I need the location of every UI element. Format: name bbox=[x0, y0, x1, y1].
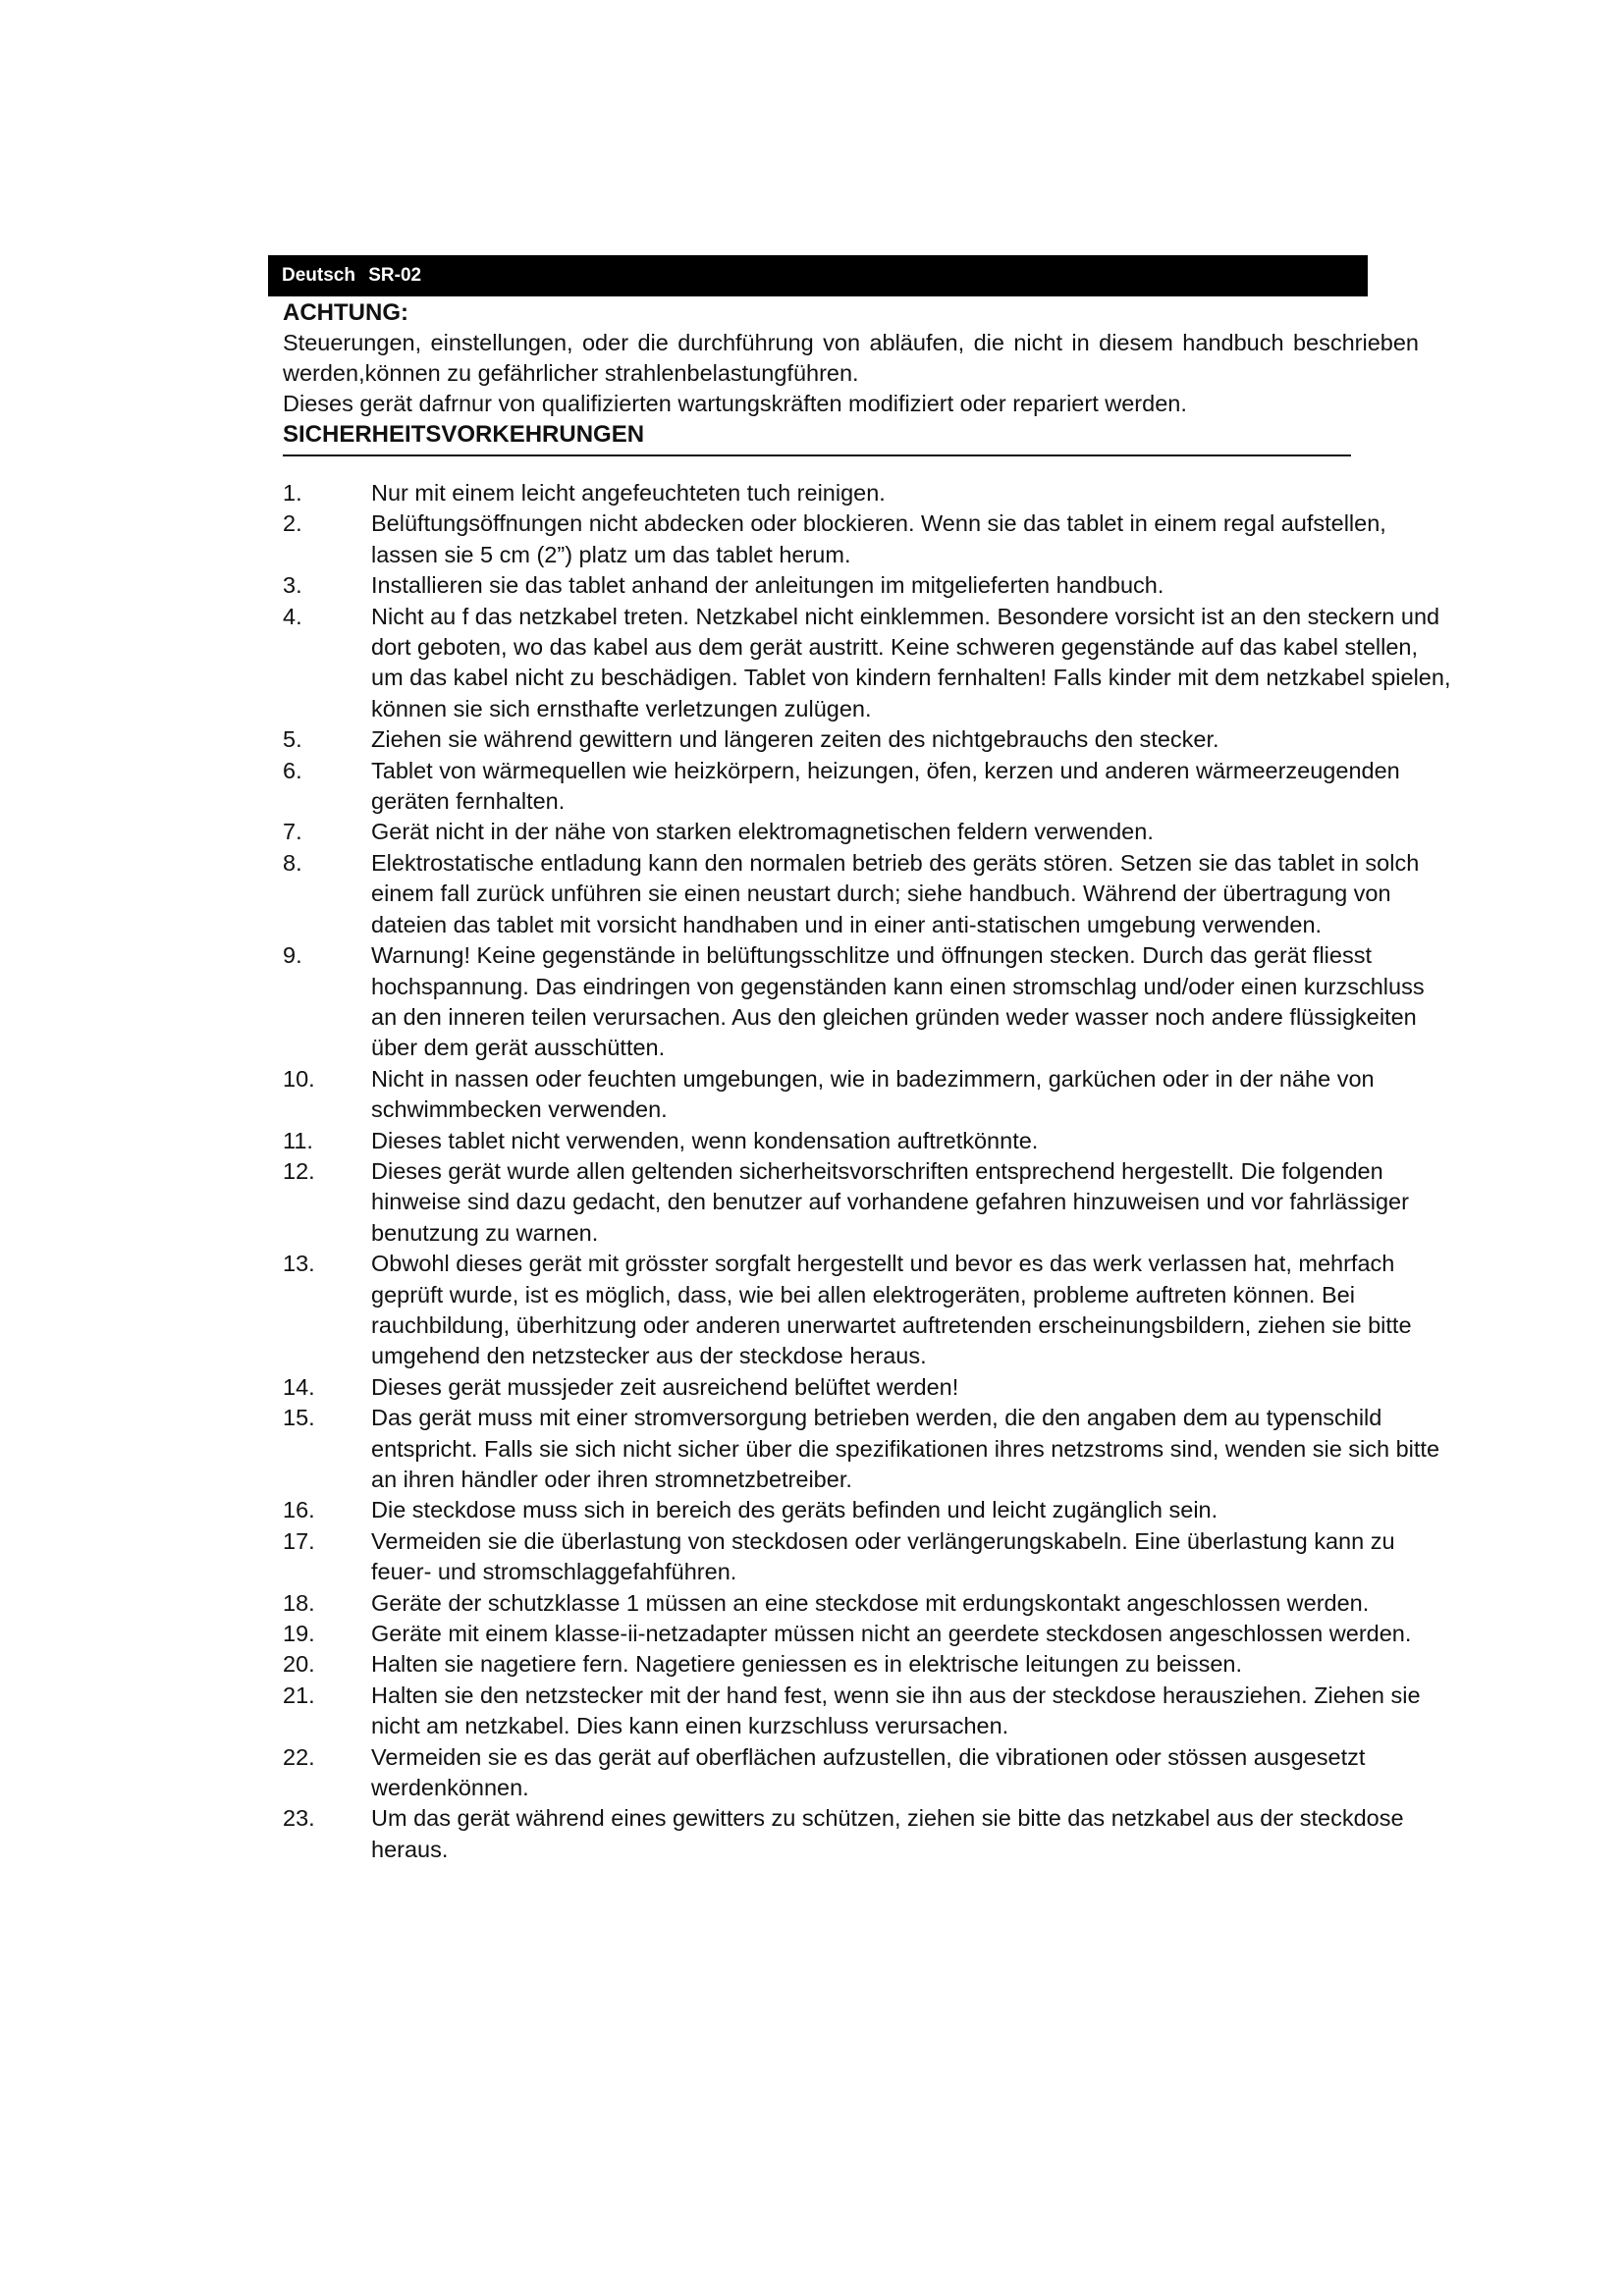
safety-item bbox=[283, 1681, 1451, 1742]
safety-item bbox=[283, 756, 1451, 818]
safety-item-number: 22. bbox=[283, 1743, 315, 1770]
safety-item-text: Vermeiden sie die überlastung von steckdosen oder verlängerungskabeln. Eine überlastung kann zu feuer- und stromschlaggefahführen. bbox=[371, 1527, 1395, 1585]
safety-item bbox=[283, 1803, 1451, 1865]
safety-item-text: Vermeiden sie es das gerät auf oberflächen aufzustellen, die vibrationen oder stössen ausgesetzt werdenkönnen. bbox=[371, 1743, 1366, 1801]
safety-item-number: 9. bbox=[283, 942, 302, 969]
safety-item-text: Dieses gerät mussjeder zeit ausreichend belüftet werden! bbox=[371, 1373, 959, 1400]
safety-item bbox=[283, 1372, 1451, 1403]
safety-item-number: 14. bbox=[283, 1373, 315, 1400]
safety-item-number: 12. bbox=[283, 1157, 315, 1184]
safety-item-text: Obwohl dieses gerät mit grösster sorgfalt hergestellt und bevor es das werk verlassen hat, mehrfach geprüft wurde, ist es möglich, dass, wie bei allen elektrogeräten, probleme auftreten können. Bei rauchbildung, überhitzung oder anderen unerwartet auftretenden erscheinungsbildern, ziehen sie bitte umgehend den netzstecker aus der steckdose heraus. bbox=[371, 1251, 1412, 1369]
safety-item-text: Belüftungsöffnungen nicht abdecken oder blockieren. Wenn sie das tablet in einem regal aufstellen, lassen sie 5 cm (2”) platz um das tablet herum. bbox=[371, 510, 1386, 567]
manual-content bbox=[283, 297, 1451, 1865]
safety-item bbox=[283, 724, 1451, 755]
safety-item bbox=[283, 1495, 1451, 1525]
safety-item bbox=[283, 1619, 1451, 1649]
safety-item-text: Nur mit einem leicht angefeuchteten tuch reinigen. bbox=[371, 480, 886, 506]
warning-title: ACHTUNG: bbox=[283, 299, 408, 326]
safety-item-text: Halten sie nagetiere fern. Nagetiere geniessen es in elektrische leitungen zu beissen. bbox=[371, 1651, 1243, 1678]
safety-item-text: Nicht au f das netzkabel treten. Netzkabel nicht einklemmen. Besondere vorsicht ist an den steckern und dort geboten, wo das kabel aus dem gerät austritt. Keine schweren gegenstände auf das kabel stellen, um das kabel nicht zu beschädigen. Tablet von kindern fernhalten! Falls kinder mit dem netzkabel spielen, können sie sich ernsthafte verletzungen zulügen. bbox=[371, 603, 1451, 721]
safety-item-number: 7. bbox=[283, 819, 302, 845]
safety-item bbox=[283, 1526, 1451, 1588]
safety-item-number: 17. bbox=[283, 1527, 315, 1554]
safety-item bbox=[283, 1126, 1451, 1156]
safety-item-text: Geräte mit einem klasse-ii-netzadapter müssen nicht an geerdete steckdosen angeschlossen werden. bbox=[371, 1621, 1412, 1647]
safety-item bbox=[283, 1588, 1451, 1619]
safety-item-text: Dieses gerät wurde allen geltenden sicherheitsvorschriften entsprechend hergestellt. Die folgenden hinweise sind dazu gedacht, den benutzer auf vorhandene gefahren hinzuweisen und vor fahrlässiger benutzung zu warnen. bbox=[371, 1157, 1409, 1246]
safety-item-text: Installieren sie das tablet anhand der anleitungen im mitgelieferten handbuch. bbox=[371, 572, 1164, 599]
safety-item bbox=[283, 1249, 1451, 1372]
safety-item bbox=[283, 570, 1451, 601]
safety-item-number: 2. bbox=[283, 510, 302, 537]
safety-item bbox=[283, 1649, 1451, 1680]
safety-item bbox=[283, 1064, 1451, 1126]
safety-section-title: SICHERHEITSVORKEHRUNGEN bbox=[283, 419, 1351, 456]
safety-item bbox=[283, 848, 1451, 940]
safety-item-text: Elektrostatische entladung kann den normalen betrieb des geräts stören. Setzen sie das tablet in solch einem fall zurück unführen sie einen neustart durch; siehe handbuch. Während der übertragung von dateien das tablet mit vorsicht handhaben und in einer anti-statischen umgebung verwenden. bbox=[371, 849, 1420, 937]
header-bar bbox=[268, 255, 1368, 296]
safety-item-number: 21. bbox=[283, 1682, 315, 1708]
safety-item-number: 19. bbox=[283, 1621, 315, 1647]
safety-item bbox=[283, 817, 1451, 847]
warning-text-2: Dieses gerät dafrnur von qualifizierten wartungskräften modifiziert oder repariert werden. bbox=[283, 391, 1187, 416]
safety-item-number: 10. bbox=[283, 1065, 315, 1092]
safety-item-number: 23. bbox=[283, 1805, 315, 1832]
safety-item-number: 15. bbox=[283, 1405, 315, 1431]
safety-item bbox=[283, 940, 1451, 1064]
safety-item-number: 1. bbox=[283, 480, 302, 506]
safety-item-number: 18. bbox=[283, 1589, 315, 1616]
safety-item-number: 6. bbox=[283, 757, 302, 783]
safety-item-text: Um das gerät während eines gewitters zu schützen, ziehen sie bitte das netzkabel aus der steckdose heraus. bbox=[371, 1805, 1404, 1862]
safety-item-text: Dieses tablet nicht verwenden, wenn kondensation auftretkönnte. bbox=[371, 1127, 1039, 1153]
safety-item bbox=[283, 508, 1451, 570]
safety-item-number: 13. bbox=[283, 1251, 315, 1277]
safety-item-text: Geräte der schutzklasse 1 müssen an eine steckdose mit erdungskontakt angeschlossen werden. bbox=[371, 1589, 1370, 1616]
safety-item-number: 4. bbox=[283, 603, 302, 629]
safety-item-number: 16. bbox=[283, 1497, 315, 1523]
safety-item-text: Halten sie den netzstecker mit der hand fest, wenn sie ihn aus der steckdose herausziehen. Ziehen sie nicht am netzkabel. Dies kann einen kurzschluss verursachen. bbox=[371, 1682, 1421, 1739]
model-label: SR-02 bbox=[368, 265, 422, 286]
warning-text-1: Steuerungen, einstellungen, oder die durchführung von abläufen, die nicht in diesem handbuch beschrieben werden,können zu gefährlicher strahlenbelastungführen. bbox=[283, 330, 1419, 386]
safety-item bbox=[283, 1403, 1451, 1495]
safety-item-number: 5. bbox=[283, 726, 302, 753]
safety-item-text: Das gerät muss mit einer stromversorgung betrieben werden, die den angaben dem au typenschild entspricht. Falls sie sich nicht sicher über die spezifikationen ihres netzstroms sind, wenden sie sich bitte an ihren händler oder ihren stromnetzbetreiber. bbox=[371, 1405, 1440, 1492]
safety-item-text: Nicht in nassen oder feuchten umgebungen, wie in badezimmern, garküchen oder in der nähe von schwimmbecken verwenden. bbox=[371, 1065, 1375, 1123]
safety-item-text: Tablet von wärmequellen wie heizkörpern, heizungen, öfen, kerzen und anderen wärmeerzeugenden geräten fernhalten. bbox=[371, 757, 1400, 815]
safety-item-number: 20. bbox=[283, 1651, 315, 1678]
safety-item-text: Die steckdose muss sich in bereich des geräts befinden und leicht zugänglich sein. bbox=[371, 1497, 1218, 1523]
safety-item-text: Gerät nicht in der nähe von starken elektromagnetischen feldern verwenden. bbox=[371, 819, 1154, 845]
safety-item bbox=[283, 602, 1451, 725]
safety-item-number: 8. bbox=[283, 849, 302, 876]
safety-item-text: Warnung! Keine gegenstände in belüftungsschlitze und öffnungen stecken. Durch das gerät fliesst hochspannung. Das eindringen von gegenständen kann einen stromschlag und/oder einen kurzschluss an den inneren teilen verursachen. Aus den gleichen gründen weder wasser noch andere flüssigkeiten über dem gerät ausschütten. bbox=[371, 942, 1425, 1061]
safety-item-text: Ziehen sie während gewittern und längeren zeiten des nichtgebrauchs den stecker. bbox=[371, 726, 1219, 753]
safety-item-number: 3. bbox=[283, 572, 302, 599]
safety-item bbox=[283, 478, 1451, 508]
safety-list bbox=[283, 478, 1451, 1865]
safety-item bbox=[283, 1156, 1451, 1249]
safety-item bbox=[283, 1742, 1451, 1804]
safety-item-number: 11. bbox=[283, 1127, 313, 1153]
language-label: Deutsch bbox=[282, 265, 355, 286]
